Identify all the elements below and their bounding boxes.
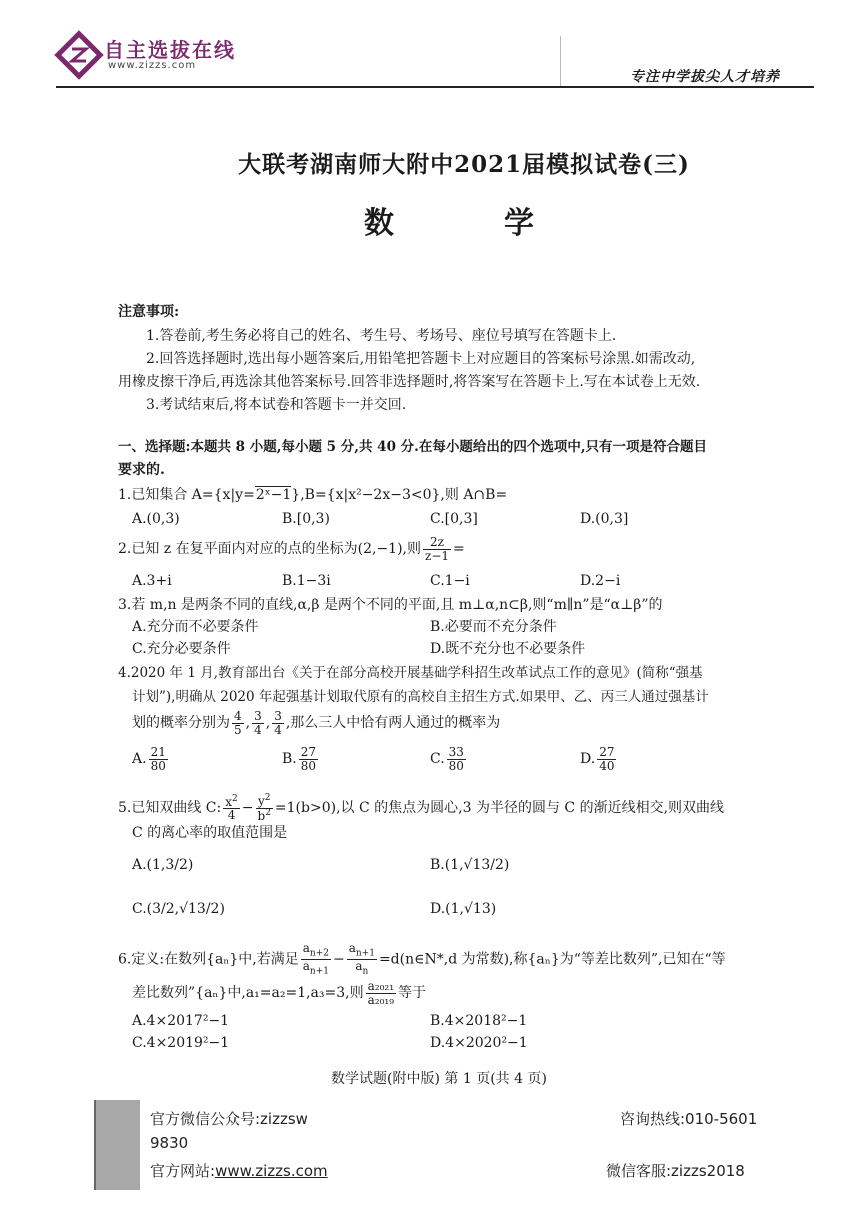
fraction-denominator: 4 <box>227 808 236 823</box>
fraction <box>347 942 377 977</box>
q1-option-a: A.(0,3) <box>132 511 180 527</box>
notice-item: 1.答卷前,考生务必将自己的姓名、考生号、考场号、座位号填写在答题卡上. <box>146 328 617 344</box>
header-rule <box>56 86 814 88</box>
q2-option-a: A.3+i <box>132 573 172 589</box>
q1-stem-part: },B={x|x²−2x−3<0},则 A∩B= <box>291 487 508 503</box>
header-divider <box>560 36 561 88</box>
q2-option-d: D.2−i <box>580 573 621 589</box>
logo-icon <box>58 34 100 76</box>
q2-option-b: B.1−3i <box>282 573 331 589</box>
q6-option-b: B.4×2018²−1 <box>430 1013 528 1029</box>
exam-title: 大联考湖南师大附中2021届模拟试卷(三) <box>238 151 690 178</box>
q1-option-d: D.(0,3] <box>580 511 629 527</box>
fraction-denominator: 80 <box>448 758 464 773</box>
q4-option-c <box>430 746 468 772</box>
fraction <box>149 746 168 772</box>
section-heading: 要求的. <box>118 462 165 478</box>
q2-stem-part: 2.已知 z 在复平面内对应的点的坐标为(2,−1),则 <box>118 541 422 558</box>
q2-option-c: C.1−i <box>430 573 470 589</box>
q1-option-b: B.[0,3) <box>282 511 330 527</box>
footer-bar-edge <box>94 1100 96 1190</box>
q6-text: 6.定义:在数列{aₙ}中,若满足 <box>118 951 299 968</box>
fraction-numerator: 27 <box>599 745 615 759</box>
q3-option-d: D.既不充分也不必要条件 <box>430 641 586 657</box>
fraction-numerator: $y^2$ <box>256 794 273 809</box>
fraction <box>272 710 284 736</box>
q5-option-a: A.(1,3/2) <box>132 857 194 873</box>
q6-text: 差比数列”{aₙ}中,a₁=a₂=1,a₃=3,则 <box>132 985 364 1002</box>
fraction-numerator: 21 <box>150 745 166 759</box>
question-3-stem: 3.若 m,n 是两条不同的直线,α,β 是两个不同的平面,且 m⊥α,n⊂β,则“m∥n”是“α⊥β”的 <box>118 597 663 613</box>
fraction-denominator: 5 <box>234 722 242 737</box>
q4-option-b <box>282 746 320 772</box>
notice-item: 用橡皮擦干净后,再选涂其他答案标号.回答非选择题时,将答案写在答题卡上.写在本试卷上无效. <box>118 374 701 390</box>
fraction-numerator: 3 <box>254 709 262 723</box>
fraction-denominator: 80 <box>150 758 166 773</box>
section-heading: 一、选择题:本题共 8 小题,每小题 5 分,共 40 分.在每小题给出的四个选项中,只有一项是符合题目 <box>118 439 708 455</box>
fraction-denominator: $b^2$ <box>257 807 271 823</box>
q5-text: 5.已知双曲线 C: <box>118 800 222 817</box>
header-slogan: 专注中学拔尖人才培养 <box>630 69 780 85</box>
footer-hotline: 咨询热线:010-5601 <box>620 1110 758 1128</box>
q6-option-a: A.4×2017²−1 <box>132 1013 230 1029</box>
q6-option-d: D.4×2020²−1 <box>430 1035 528 1051</box>
fraction <box>223 795 240 822</box>
fraction-denominator: a₂₀₁₉ <box>367 992 395 1007</box>
q5-option-d: D.(1,√13) <box>430 901 497 917</box>
q4-text: 划的概率分别为 <box>132 715 230 732</box>
fraction-numerator: 2z <box>423 536 451 550</box>
fraction <box>447 746 466 772</box>
fraction <box>366 980 396 1006</box>
notice-item: 2.回答选择题时,选出每小题答案后,用铅笔把答题卡上对应题目的答案标号涂黑.如需改动, <box>146 351 696 367</box>
q6-text: =d(n∈N*,d 为常数),称{aₙ}为“等差比数列”,已知在“等 <box>378 951 726 968</box>
q4-option-a <box>132 746 170 772</box>
q6-option-c: C.4×2019²−1 <box>132 1035 230 1051</box>
q4-option-d <box>580 746 618 772</box>
q6-text: 等于 <box>398 985 427 1002</box>
fraction-denominator: $a_n$ <box>355 958 369 977</box>
fraction-denominator: 4 <box>254 722 262 737</box>
fraction <box>232 710 244 736</box>
question-2-stem <box>118 536 465 562</box>
fraction-numerator: $a_{n+2}$ <box>302 941 329 959</box>
fraction-numerator: $a_{n+1}$ <box>348 941 375 959</box>
fraction <box>252 710 264 736</box>
fraction-numerator: 3 <box>274 709 282 723</box>
logo-url: www.zizzs.com <box>108 60 197 71</box>
option-label: A. <box>132 751 147 768</box>
question-4-line: 4.2020 年 1 月,教育部出台《关于在部分高校开展基础学科招生改革试点工作的意见》(简称“强基 <box>118 665 703 681</box>
question-6-line: 6.定义:在数列{aₙ}中,若满足 $\frac{a_{n+2}}{a_{n+1}}$ − $\frac{a_{n+1}}{a_n}$ =d(n∈N*,d 为常数),称{aₙ}为“等差比数列”,已知在“等 <box>118 941 726 977</box>
fraction-numerator: 27 <box>300 745 317 759</box>
website-label: 官方网站: <box>150 1162 216 1180</box>
q3-option-a: A.充分而不必要条件 <box>132 619 259 635</box>
option-label: C. <box>430 751 445 768</box>
fraction-denominator: z−1 <box>425 548 450 563</box>
fraction <box>256 794 273 822</box>
q2-stem-part: = <box>453 541 465 558</box>
fraction <box>423 536 451 562</box>
q5-option-c: C.(3/2,√13/2) <box>132 901 225 917</box>
notice-heading: 注意事项: <box>118 304 180 320</box>
footer-wechat-service: 微信客服:zizzs2018 <box>606 1162 745 1180</box>
fraction <box>299 746 318 772</box>
fraction <box>597 746 616 772</box>
fraction-denominator: 40 <box>599 758 615 773</box>
question-5-line: 5.已知双曲线 C: $\frac{x^2}{4}$ − $\frac{y^2}{b^2}$ =1(b>0),以 C 的焦点为圆心,3 为半径的圆与 C 的渐近线相交,则双曲线 <box>118 793 725 823</box>
question-1-stem <box>118 486 507 505</box>
footer-website <box>150 1160 328 1181</box>
fraction-numerator: $x^2$ <box>225 793 238 809</box>
fraction-numerator: 4 <box>234 709 242 723</box>
website-link[interactable]: www.zizzs.com <box>215 1162 328 1180</box>
sqrt-expression: 2ˣ−1 <box>255 487 292 503</box>
q1-stem-part: 1.已知集合 A={x|y= <box>118 487 255 503</box>
option-label: D. <box>580 751 596 768</box>
exam-subject: 数 学 <box>364 206 574 241</box>
q4-text: ,那么三人中恰有两人通过的概率为 <box>285 715 501 732</box>
q1-option-c: C.[0,3] <box>430 511 478 527</box>
footer-wechat-public: 官方微信公众号:zizzsw <box>150 1110 308 1128</box>
page-number: 数学试题(附中版) 第 1 页(共 4 页) <box>331 1071 547 1087</box>
q3-option-c: C.充分必要条件 <box>132 641 231 657</box>
logo-name: 自主选拔在线 <box>104 38 236 62</box>
fraction-numerator: a₂₀₂₁ <box>367 979 395 993</box>
fraction-denominator: $a_{n+1}$ <box>302 958 329 977</box>
question-4-line: 计划”),明确从 2020 年起强基计划取代原有的高校自主招生方式.如果甲、乙、丙三人通过强基计 <box>132 689 709 705</box>
notice-item: 3.考试结束后,将本试卷和答题卡一并交回. <box>146 397 407 413</box>
q5-option-b: B.(1,√13/2) <box>430 857 510 873</box>
fraction-denominator: 4 <box>274 722 282 737</box>
question-5-line: C 的离心率的取值范围是 <box>132 825 288 841</box>
question-6-line <box>132 980 426 1006</box>
fraction-denominator: 80 <box>300 758 317 773</box>
question-4-line: 划的概率分别为 $\frac{4}{5}$ , $\frac{3}{4}$ , $\frac{3}{4}$ ,那么三人中恰有两人通过的概率为 <box>132 709 501 737</box>
footer-bar <box>94 1100 140 1190</box>
q5-text: =1(b>0),以 C 的焦点为圆心,3 为半径的圆与 C 的渐近线相交,则双曲线 <box>274 800 725 817</box>
q3-option-b: B.必要而不充分条件 <box>430 619 557 635</box>
fraction <box>301 942 331 977</box>
footer-hotline-tail: 9830 <box>150 1134 189 1152</box>
option-label: B. <box>282 751 297 768</box>
fraction-numerator: 33 <box>448 745 464 759</box>
